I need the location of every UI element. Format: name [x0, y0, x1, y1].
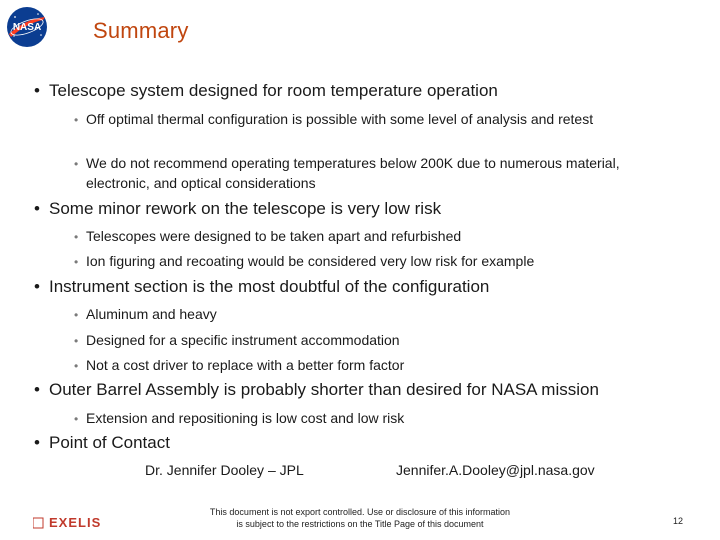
bullet-text: Telescope system designed for room temperature operation [49, 81, 498, 100]
bullet-text: Instrument section is the most doubtful of the configuration [49, 277, 490, 296]
bullet-marker: • [34, 277, 40, 296]
notice-line: This document is not export controlled. Use or disclosure of this information [209, 507, 511, 517]
bullet-marker: • [74, 157, 79, 171]
sub-bullet-text: Not a cost driver to replace with a better form factor [86, 357, 405, 373]
sub-bullet-text: Aluminum and heavy [86, 306, 217, 322]
bullet-marker: • [74, 230, 79, 244]
sub-bullet-item [74, 330, 654, 351]
sub-bullet-text: Telescopes were designed to be taken apart and refurbished [86, 228, 462, 244]
contact-email[interactable]: Jennifer.A.Dooley@jpl.nasa.gov [396, 462, 595, 478]
bullet-marker: • [74, 308, 79, 322]
contact-name: Dr. Jennifer Dooley – JPL [145, 462, 304, 478]
bullet-item [34, 199, 441, 219]
bullet-text: Outer Barrel Assembly is probably shorter than desired for NASA mission [49, 380, 599, 399]
sub-bullet-item [74, 109, 654, 130]
sub-bullet-item [74, 355, 654, 376]
bullet-marker: • [74, 412, 79, 426]
notice-line: is subject to the restrictions on the Title Page of this document [236, 519, 484, 529]
sub-bullet-text: Ion figuring and recoating would be considered very low risk for example [86, 253, 535, 269]
bullet-marker: • [34, 199, 40, 218]
page-title: Summary [93, 18, 189, 43]
bullet-text: Point of Contact [49, 433, 170, 452]
sub-bullet-item [74, 304, 654, 325]
svg-text:EXELIS: EXELIS [49, 515, 102, 530]
bullet-item [34, 380, 599, 400]
sub-bullet-item [74, 251, 654, 272]
bullet-text: Some minor rework on the telescope is very low risk [49, 199, 442, 218]
svg-text:NASA: NASA [12, 22, 42, 33]
bullet-marker: • [74, 255, 79, 269]
sub-bullet-text: Designed for a specific instrument accommodation [86, 332, 400, 348]
bullet-marker: • [74, 334, 79, 348]
sub-bullet-text: We do not recommend operating temperatures below 200K due to numerous material, electronic, and optical considerations [86, 155, 620, 191]
page-number: 12 [673, 516, 684, 526]
bullet-item [34, 433, 170, 453]
sub-bullet-item [74, 408, 654, 429]
sub-bullet-text: Extension and repositioning is low cost and low risk [86, 410, 405, 426]
bullet-marker: • [74, 359, 79, 373]
bullet-marker: • [34, 81, 40, 100]
export-control-notice [180, 506, 540, 530]
sub-bullet-item [74, 226, 654, 247]
bullet-marker: • [34, 380, 40, 399]
nasa-logo [5, 5, 49, 49]
bullet-marker: • [34, 433, 40, 452]
bullet-item [34, 81, 498, 101]
sub-bullet-text: Off optimal thermal configuration is possible with some level of analysis and retest [86, 111, 594, 127]
sub-bullet-item [74, 153, 654, 193]
bullet-marker: • [74, 113, 79, 127]
bullet-item [34, 277, 489, 297]
exelis-logo [33, 512, 119, 537]
